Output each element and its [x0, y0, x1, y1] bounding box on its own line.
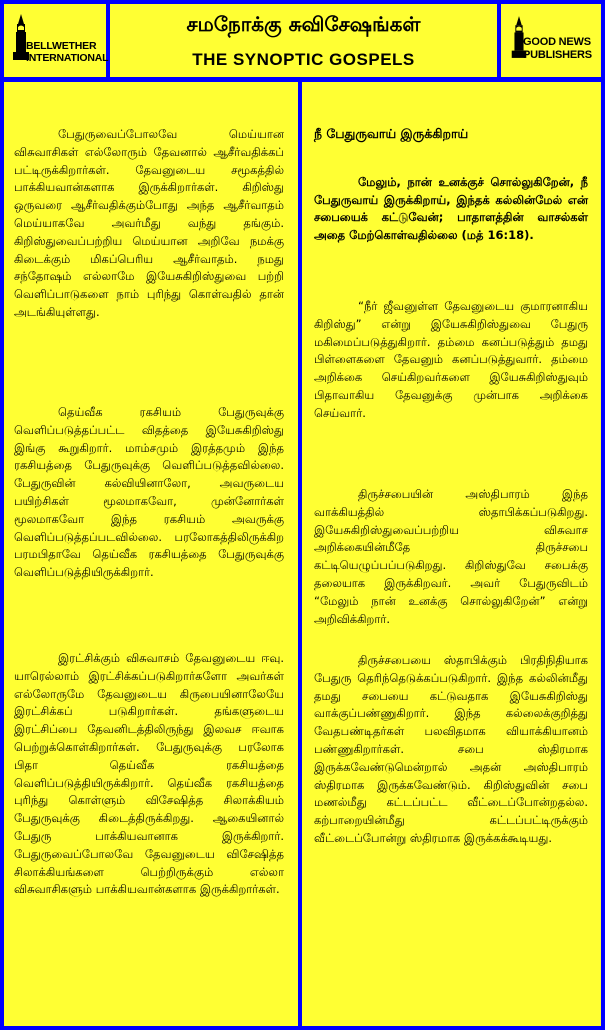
good-news-logo-text	[523, 36, 592, 62]
logo-line2: PUBLISHERS	[523, 49, 592, 61]
paragraph: திருச்சபையை ஸ்தாபிக்கும் பிரதிநிதியாக பேதுரு தெரிந்தெடுக்கப்படுகிறார். இந்த கல்லின்மீது தமது சபையை கட்டுவதாக இயேசுகிறிஸ்து வாக்குப்பண்ணுகிறார். இந்த கல்லைக்குறித்து வேதபண்டிதர்கள் பலவிதமாக வியாக்கியானம் பண்ணுகிறார்கள். சபை ஸ்திரமாக இருக்கவேண்டுமென்றால் அதன் அஸ்திபாரம் ஸ்திரமாக இருக்கவேண்டும். கிறிஸ்துவின் சபை மணல்மீது கட்டப்பட்ட வீட்டைப்போன்றதல்ல. கற்பாறையின்மீது கட்டப்பட்டிருக்கும் வீட்டைப்போன்று ஸ்திரமாக இருக்கக்கூடியது.	[314, 653, 588, 845]
bellwether-logo-text	[26, 40, 108, 64]
logo-line1: BELLWETHER	[26, 40, 97, 52]
page-title-tamil: சமநோக்கு சுவிசேஷங்கள்	[186, 12, 421, 36]
scripture-verse: மேலும், நான் உனக்குச் சொல்லுகிறேன், நீ பேதுருவாய் இருக்கிறாய், இந்தக் கல்லின்மேல் என் சபையைக் கட்டுவேன்; பாதாளத்தின் வாசல்கள் அதை மேற்கொள்வதில்லை (மத் 16:18).	[314, 175, 588, 242]
paragraph: “நீர் ஜீவனுள்ள தேவனுடைய குமாரனாகிய கிறிஸ்து” என்று இயேசுகிறிஸ்துவை பேதுரு மகிமைப்படுத்துகிறார். தம்மை கனப்படுத்தும் தமது பிள்ளைகளை தேவனும் கனப்படுத்துவார். தம்மை அறிக்கை செய்கிறவர்களை இயேசுகிறிஸ்துவும் பிதாவாகிய தேவனுக்கு முன்பாக அறிக்கை செய்வார்.	[314, 299, 588, 420]
bellwether-logo-panel	[4, 4, 109, 77]
paragraph: திருச்சபையின் அஸ்திபாரம் இந்த வாக்கியத்தில் ஸ்தாபிக்கப்படுகிறது. இயேசுகிறிஸ்துவைப்பற்றிய விசுவாச அறிக்கையின்மீதே திருச்சபை கட்டியெழுப்பப்படுகிறது. கிறிஸ்துவே சபைக்கு தலையாக இருக்கிறவர். அவர் பேதுருவிடம் “மேலும் நான் உனக்கு சொல்லுகிறேன்” என்று அறிவிக்கிறார்.	[314, 487, 588, 626]
right-column	[302, 82, 601, 1026]
good-news-logo	[501, 4, 601, 77]
left-column	[4, 82, 298, 1026]
bellwether-logo	[4, 4, 109, 77]
paragraph: தெய்வீக ரகசியம் பேதுருவுக்கு வெளிப்படுத்தப்பட்ட விதத்தை இயேசுகிறிஸ்து இங்கு கூறுகிறார். மாம்சமும் இரத்தமும் இந்த ரகசியத்தை பேதுருவுக்கு வெளிப்படுத்தவில்லை. பேதுருவின் கல்வியினாலோ, அவருடைய பயிற்சிகள் மூலமாகவோ, முன்னோர்கள் மூலமாகவோ இந்த ரகசியம் அவருக்கு வெளிப்படுத்தப்படவில்லை. பரலோகத்திலிருக்கிற பரமபிதாவே தெய்வீக ரகசியத்தை பேதுருவுக்கு வெளிப்படுத்தியிருக்கிறார்.	[14, 405, 284, 580]
header-title-panel	[110, 4, 497, 77]
logo-line1: GOOD NEWS	[523, 36, 591, 48]
page-title-english: THE SYNOPTIC GOSPELS	[192, 50, 415, 69]
section-title: நீ பேதுருவாய் இருக்கிறாய்	[314, 126, 469, 141]
paragraph: இரட்சிக்கும் விசுவாசம் தேவனுடைய ஈவு. யாரெல்லாம் இரட்சிக்கப்படுகிறார்களோ அவர்கள் எல்லோருமே தேவனுடைய கிருபையினாலேயே இரட்சிக்கப் படுகிறார்கள். தங்களுடைய இரட்சிப்பை தேவனிடத்திலிருந்து இலவச ஈவாக பெற்றுக்கொள்கிறார்கள். பேதுருவுக்கு பரலோக பிதா தெய்வீக ரகசியத்தை வெளிப்படுத்தியிருக்கிறார். தெய்வீக ரகசியத்தை புரிந்து கொள்ளும் விசேஷித்த சிலாக்கியம் பேதுருவுக்கு கிடைத்திருக்கிறது. ஆகையினால் பேதுரு பாக்கியவானாக இருக்கிறார். பேதுருவைப்போலவே தேவனுடைய விசேஷித்த சிலாக்கியங்களை பெற்றிருக்கும் எல்லா விசுவாசிகளும் பாக்கியவான்களாக இருக்கிறார்கள்.	[14, 651, 284, 897]
good-news-logo-panel	[501, 4, 601, 77]
paragraph: பேதுருவைப்போலவே மெய்யான விசுவாசிகள் எல்லோரும் தேவனால் ஆசீர்வதிக்கப் பட்டிருக்கிறார்கள். தேவனுடைய சமூகத்தில் பாக்கியவான்களாக இருக்கிறார்கள். கிறிஸ்து ஒருவரை ஆசீர்வதிக்கும்போது அந்த ஆசீர்வாதம் மெய்யாகவே அவர்மீது வந்து தங்கும். கிறிஸ்துவைப்பற்றிய மெய்யான அறிவே நமக்கு கிடைக்கும் மிகப்பெரிய ஆசீர்வாதம். நமது சந்தோஷம் எல்லாமே இயேசுகிறிஸ்துவை பற்றி வெளிப்பாடுகளை நாம் புரிந்து கொள்வதில் தான் அடங்கியுள்ளது.	[14, 127, 284, 319]
logo-line2: INTERNATIONAL	[26, 52, 109, 64]
